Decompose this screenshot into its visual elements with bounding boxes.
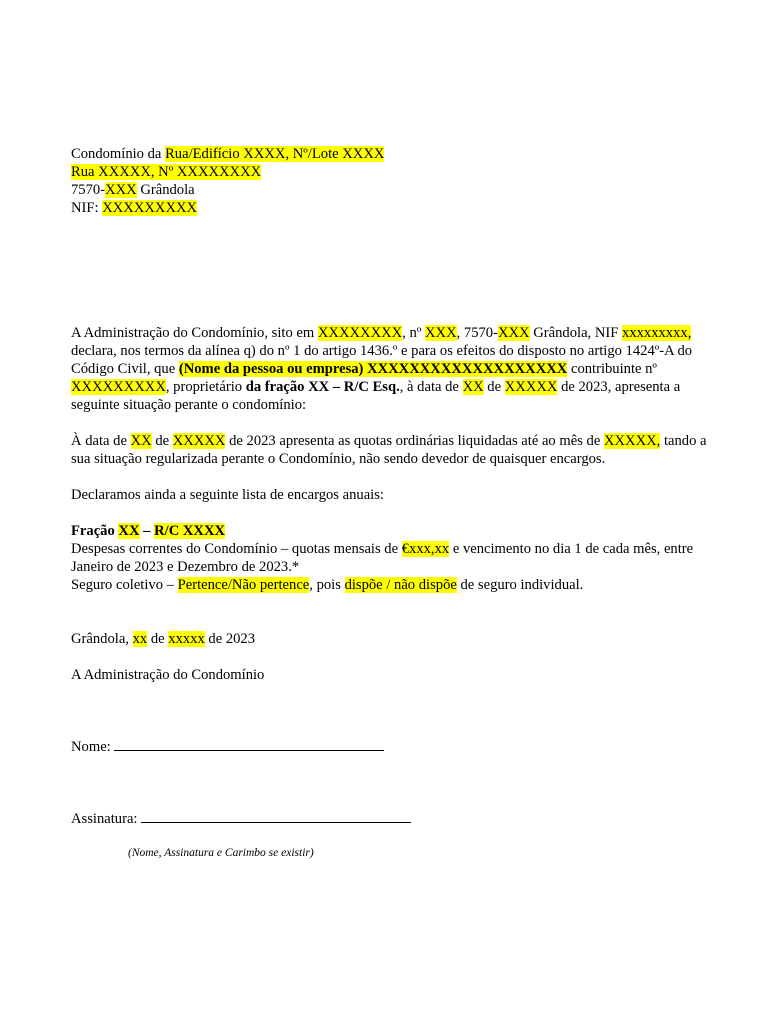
placeholder: dispõe / não dispõe xyxy=(344,577,457,593)
bold-text: da fração XX – R/C Esq. xyxy=(245,379,400,395)
fraction-line-2 xyxy=(71,558,731,576)
placeholder: xxxxx xyxy=(168,631,205,647)
placeholder: XXXXXXXX xyxy=(317,325,403,341)
date-line xyxy=(71,630,731,648)
address-text: Grândola xyxy=(136,182,195,198)
bold-text: Fração xyxy=(71,523,119,539)
text: de 2023 apresenta as quotas ordinárias liquidadas até ao mês de xyxy=(225,433,604,449)
closing-date xyxy=(71,630,731,648)
address-text: NIF: xyxy=(71,200,103,216)
text: Grândola, NIF xyxy=(529,325,623,341)
text: declara, nos termos da alínea q) do nº 1 do artigo 1436.º e para os efeitos do disposto no artigo 1424º-A do xyxy=(71,343,693,359)
bold-text: – xyxy=(139,523,155,539)
address-placeholder: XXXXXXXXX xyxy=(102,200,198,216)
text: de xyxy=(151,433,173,449)
text: , nº xyxy=(402,325,425,341)
address-placeholder: Rua/Edifício XXXX, Nº/Lote XXXX xyxy=(165,146,385,162)
intro-line-3 xyxy=(71,360,731,378)
fraction-heading xyxy=(71,522,731,540)
signature-field xyxy=(71,810,731,828)
intro-paragraph xyxy=(71,324,731,414)
fraction-block xyxy=(71,522,731,594)
address-placeholder: Rua XXXXX, Nº XXXXXXXX xyxy=(71,164,262,180)
status-line-2 xyxy=(71,450,731,468)
name-signature-line xyxy=(114,738,384,751)
status-paragraph xyxy=(71,432,731,468)
text: e vencimento no dia 1 de cada mês, entre xyxy=(449,541,694,557)
text: Código Civil, que xyxy=(71,361,179,377)
text: Janeiro de 2023 e Dezembro de 2023.* xyxy=(71,559,300,575)
placeholder: XXXXX xyxy=(172,433,226,449)
declare-text: Declaramos ainda a seguinte lista de encargos anuais: xyxy=(71,487,384,503)
address-text: 7570- xyxy=(71,182,106,198)
signature-line-row xyxy=(71,810,731,828)
text: À data de xyxy=(71,433,131,449)
signature-note: (Nome, Assinatura e Carimbo se existir) xyxy=(128,847,314,859)
placeholder: XXXXX xyxy=(504,379,558,395)
text: Despesas correntes do Condomínio – quotas mensais de xyxy=(71,541,402,557)
text: de 2023, apresenta a xyxy=(557,379,681,395)
text: Seguro coletivo – xyxy=(71,577,178,593)
name-line xyxy=(71,738,731,756)
closing-admin xyxy=(71,666,731,684)
address-text: Condomínio da xyxy=(71,146,166,162)
placeholder: (Nome da pessoa ou empresa) XXXXXXXXXXXXXXXXXXX xyxy=(178,361,568,377)
status-line-1 xyxy=(71,432,731,450)
declare-paragraph xyxy=(71,486,731,504)
fraction-line-1 xyxy=(71,540,731,558)
address-line-1 xyxy=(71,145,731,163)
placeholder: XX xyxy=(462,379,484,395)
address-line-2 xyxy=(71,163,731,181)
name-field xyxy=(71,738,731,756)
intro-line-5 xyxy=(71,396,731,414)
fraction-line-3 xyxy=(71,576,731,594)
name-label: Nome: xyxy=(71,739,115,755)
placeholder: XXXXX, xyxy=(603,433,661,449)
placeholder: XXX xyxy=(424,325,457,341)
text: A Administração do Condomínio, sito em xyxy=(71,325,318,341)
address-line-3 xyxy=(71,181,731,199)
text: Grândola, xyxy=(71,631,133,647)
text: sua situação regularizada perante o Condomínio, não sendo devedor de quaisquer encargos. xyxy=(71,451,606,467)
admin-signature-label: A Administração do Condomínio xyxy=(71,667,265,683)
intro-line-1 xyxy=(71,324,731,342)
placeholder: XXX xyxy=(497,325,530,341)
signature-label: Assinatura: xyxy=(71,811,142,827)
text: de xyxy=(147,631,169,647)
placeholder: XXXXXXXXX xyxy=(71,379,166,395)
placeholder: xxxxxxxxx, xyxy=(622,325,692,341)
text: seguinte situação perante o condomínio: xyxy=(71,397,307,413)
address-placeholder: XXX xyxy=(105,182,137,198)
intro-line-2 xyxy=(71,342,731,360)
text: de seguro individual. xyxy=(456,577,584,593)
address-block xyxy=(71,145,731,217)
intro-line-4 xyxy=(71,378,731,396)
placeholder: xx xyxy=(132,631,148,647)
text: contribuinte nº xyxy=(567,361,657,377)
text: de 2023 xyxy=(204,631,256,647)
text: , 7570- xyxy=(456,325,498,341)
text: , proprietário xyxy=(165,379,246,395)
text: , pois xyxy=(309,577,345,593)
text: tando a xyxy=(660,433,707,449)
text: de xyxy=(483,379,505,395)
placeholder: €xxx,xx xyxy=(401,541,450,557)
placeholder: XX xyxy=(118,523,140,539)
address-line-4 xyxy=(71,199,731,217)
text: , à data de xyxy=(399,379,463,395)
signature-line xyxy=(141,810,411,823)
placeholder: Pertence/Não pertence xyxy=(177,577,310,593)
placeholder: XX xyxy=(130,433,152,449)
placeholder: R/C XXXX xyxy=(154,523,226,539)
